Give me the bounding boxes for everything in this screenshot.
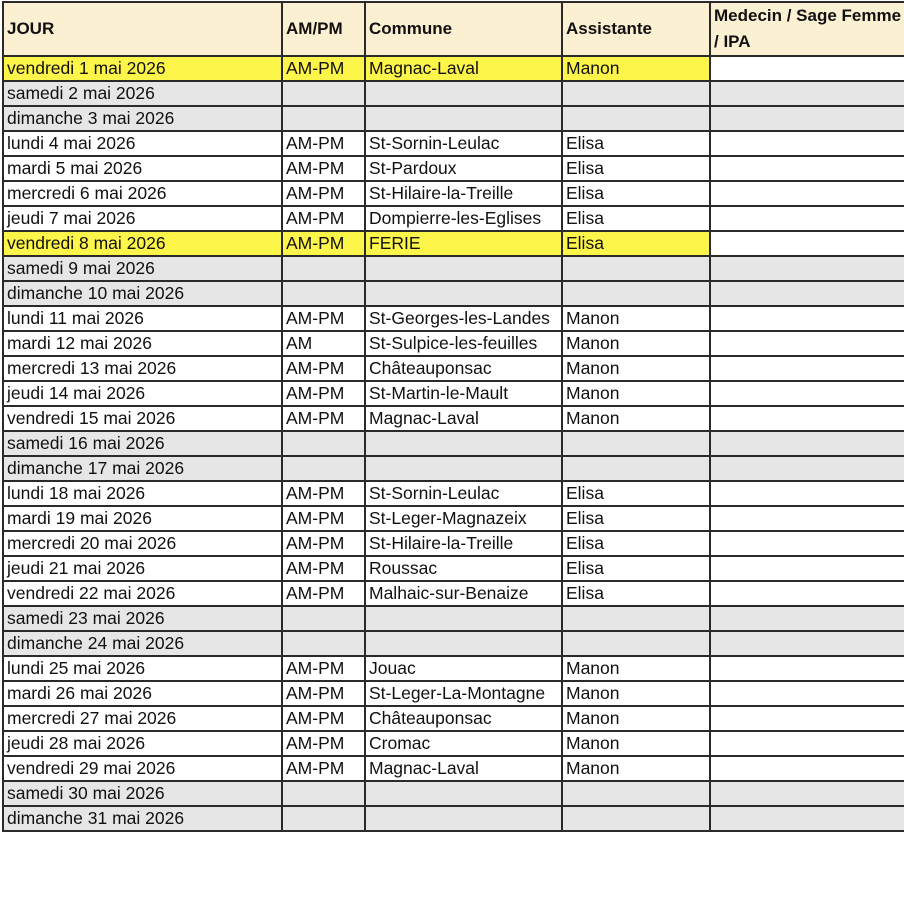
cell-medecin[interactable] [710, 606, 904, 631]
table-row [3, 131, 904, 156]
table-row [3, 356, 904, 381]
cell-jour[interactable]: vendredi 15 mai 2026 [3, 406, 282, 431]
cell-jour[interactable]: dimanche 17 mai 2026 [3, 456, 282, 481]
cell-ampm[interactable] [282, 806, 365, 831]
cell-ampm[interactable] [282, 81, 365, 106]
cell-jour[interactable]: lundi 25 mai 2026 [3, 656, 282, 681]
cell-ampm[interactable] [282, 431, 365, 456]
cell-ampm[interactable]: AM-PM [282, 481, 365, 506]
table-row [3, 56, 904, 81]
cell-commune[interactable]: Magnac-Laval [365, 756, 562, 781]
cell-ampm[interactable] [282, 281, 365, 306]
cell-jour[interactable]: dimanche 3 mai 2026 [3, 106, 282, 131]
cell-commune[interactable]: FERIE [365, 231, 562, 256]
cell-jour[interactable]: mercredi 13 mai 2026 [3, 356, 282, 381]
cell-jour[interactable]: vendredi 22 mai 2026 [3, 581, 282, 606]
table-row [3, 781, 904, 806]
table-row [3, 481, 904, 506]
cell-medecin[interactable] [710, 781, 904, 806]
cell-ampm[interactable]: AM-PM [282, 556, 365, 581]
cell-commune[interactable]: St-Martin-le-Mault [365, 381, 562, 406]
cell-assistante[interactable]: Manon [562, 306, 710, 331]
cell-ampm[interactable]: AM-PM [282, 206, 365, 231]
cell-assistante[interactable] [562, 281, 710, 306]
cell-medecin[interactable] [710, 81, 904, 106]
cell-jour[interactable]: mercredi 20 mai 2026 [3, 531, 282, 556]
header-medecin[interactable]: Medecin / Sage Femme / IPA [710, 2, 904, 56]
cell-commune[interactable]: Châteauponsac [365, 356, 562, 381]
cell-ampm[interactable]: AM-PM [282, 706, 365, 731]
cell-medecin[interactable] [710, 581, 904, 606]
table-row [3, 581, 904, 606]
cell-assistante[interactable] [562, 781, 710, 806]
cell-commune[interactable] [365, 256, 562, 281]
cell-commune[interactable]: St-Leger-La-Montagne [365, 681, 562, 706]
cell-ampm[interactable] [282, 256, 365, 281]
cell-medecin[interactable] [710, 106, 904, 131]
cell-jour[interactable]: mercredi 27 mai 2026 [3, 706, 282, 731]
cell-medecin[interactable] [710, 681, 904, 706]
cell-assistante[interactable] [562, 631, 710, 656]
cell-assistante[interactable]: Manon [562, 731, 710, 756]
cell-jour[interactable]: dimanche 24 mai 2026 [3, 631, 282, 656]
cell-commune[interactable]: St-Pardoux [365, 156, 562, 181]
cell-ampm[interactable]: AM-PM [282, 131, 365, 156]
table-row [3, 606, 904, 631]
cell-commune[interactable]: St-Sornin-Leulac [365, 131, 562, 156]
cell-ampm[interactable]: AM-PM [282, 656, 365, 681]
table-body [3, 56, 904, 831]
cell-medecin[interactable] [710, 181, 904, 206]
cell-assistante[interactable]: Elisa [562, 581, 710, 606]
cell-commune[interactable] [365, 281, 562, 306]
cell-medecin[interactable] [710, 56, 904, 81]
cell-commune[interactable]: Roussac [365, 556, 562, 581]
cell-jour[interactable]: mardi 26 mai 2026 [3, 681, 282, 706]
cell-assistante[interactable]: Elisa [562, 481, 710, 506]
cell-assistante[interactable]: Manon [562, 381, 710, 406]
cell-ampm[interactable]: AM-PM [282, 731, 365, 756]
cell-assistante[interactable]: Manon [562, 706, 710, 731]
table-row [3, 181, 904, 206]
cell-medecin[interactable] [710, 706, 904, 731]
cell-jour[interactable]: jeudi 7 mai 2026 [3, 206, 282, 231]
cell-jour[interactable]: samedi 23 mai 2026 [3, 606, 282, 631]
cell-assistante[interactable]: Manon [562, 331, 710, 356]
cell-medecin[interactable] [710, 531, 904, 556]
cell-jour[interactable]: vendredi 8 mai 2026 [3, 231, 282, 256]
cell-medecin[interactable] [710, 506, 904, 531]
header-commune[interactable]: Commune [365, 2, 562, 56]
cell-assistante[interactable]: Elisa [562, 181, 710, 206]
cell-medecin[interactable] [710, 756, 904, 781]
table-row [3, 256, 904, 281]
cell-commune[interactable]: St-Sulpice-les-feuilles [365, 331, 562, 356]
cell-ampm[interactable] [282, 631, 365, 656]
table-row [3, 281, 904, 306]
cell-commune[interactable] [365, 606, 562, 631]
header-jour[interactable]: JOUR [3, 2, 282, 56]
cell-jour[interactable]: lundi 4 mai 2026 [3, 131, 282, 156]
cell-medecin[interactable] [710, 481, 904, 506]
cell-medecin[interactable] [710, 656, 904, 681]
cell-jour[interactable]: samedi 16 mai 2026 [3, 431, 282, 456]
cell-jour[interactable]: jeudi 21 mai 2026 [3, 556, 282, 581]
table-row [3, 631, 904, 656]
table-row [3, 431, 904, 456]
cell-jour[interactable]: jeudi 14 mai 2026 [3, 381, 282, 406]
cell-ampm[interactable]: AM-PM [282, 56, 365, 81]
cell-ampm[interactable]: AM-PM [282, 231, 365, 256]
cell-ampm[interactable]: AM-PM [282, 756, 365, 781]
cell-ampm[interactable]: AM-PM [282, 581, 365, 606]
cell-assistante[interactable]: Elisa [562, 506, 710, 531]
cell-commune[interactable]: St-Leger-Magnazeix [365, 506, 562, 531]
cell-jour[interactable]: lundi 18 mai 2026 [3, 481, 282, 506]
cell-commune[interactable]: Jouac [365, 656, 562, 681]
cell-medecin[interactable] [710, 431, 904, 456]
cell-assistante[interactable]: Elisa [562, 206, 710, 231]
cell-ampm[interactable] [282, 456, 365, 481]
cell-ampm[interactable]: AM-PM [282, 406, 365, 431]
cell-jour[interactable]: vendredi 29 mai 2026 [3, 756, 282, 781]
cell-assistante[interactable]: Manon [562, 656, 710, 681]
table-row [3, 656, 904, 681]
cell-medecin[interactable] [710, 231, 904, 256]
table-row [3, 706, 904, 731]
cell-commune[interactable] [365, 806, 562, 831]
table-row [3, 81, 904, 106]
cell-medecin[interactable] [710, 731, 904, 756]
cell-medecin[interactable] [710, 131, 904, 156]
cell-assistante[interactable]: Manon [562, 756, 710, 781]
cell-commune[interactable] [365, 456, 562, 481]
cell-commune[interactable]: St-Georges-les-Landes [365, 306, 562, 331]
cell-jour[interactable]: vendredi 1 mai 2026 [3, 56, 282, 81]
table-row [3, 306, 904, 331]
cell-ampm[interactable]: AM [282, 331, 365, 356]
table-header [3, 2, 904, 56]
cell-ampm[interactable]: AM-PM [282, 306, 365, 331]
cell-assistante[interactable]: Manon [562, 356, 710, 381]
header-row [3, 2, 904, 56]
cell-medecin[interactable] [710, 331, 904, 356]
table-row [3, 456, 904, 481]
cell-assistante[interactable] [562, 431, 710, 456]
cell-assistante[interactable]: Elisa [562, 556, 710, 581]
cell-medecin[interactable] [710, 631, 904, 656]
cell-jour[interactable]: mardi 19 mai 2026 [3, 506, 282, 531]
table-row [3, 506, 904, 531]
cell-medecin[interactable] [710, 806, 904, 831]
cell-jour[interactable]: mercredi 6 mai 2026 [3, 181, 282, 206]
cell-medecin[interactable] [710, 156, 904, 181]
cell-ampm[interactable]: AM-PM [282, 356, 365, 381]
table-row [3, 206, 904, 231]
cell-commune[interactable]: Cromac [365, 731, 562, 756]
cell-jour[interactable]: lundi 11 mai 2026 [3, 306, 282, 331]
schedule-table [2, 1, 904, 832]
cell-medecin[interactable] [710, 281, 904, 306]
cell-ampm[interactable]: AM-PM [282, 381, 365, 406]
cell-medecin[interactable] [710, 356, 904, 381]
cell-commune[interactable]: Magnac-Laval [365, 406, 562, 431]
table-row [3, 331, 904, 356]
cell-assistante[interactable]: Elisa [562, 156, 710, 181]
table-row [3, 756, 904, 781]
cell-medecin[interactable] [710, 381, 904, 406]
cell-assistante[interactable] [562, 456, 710, 481]
cell-commune[interactable]: Châteauponsac [365, 706, 562, 731]
cell-ampm[interactable] [282, 106, 365, 131]
cell-assistante[interactable]: Manon [562, 406, 710, 431]
cell-assistante[interactable] [562, 81, 710, 106]
table-row [3, 156, 904, 181]
table-row [3, 381, 904, 406]
cell-commune[interactable]: St-Hilaire-la-Treille [365, 181, 562, 206]
cell-assistante[interactable]: Manon [562, 681, 710, 706]
cell-jour[interactable]: samedi 30 mai 2026 [3, 781, 282, 806]
cell-commune[interactable] [365, 81, 562, 106]
cell-commune[interactable] [365, 106, 562, 131]
cell-commune[interactable] [365, 781, 562, 806]
cell-medecin[interactable] [710, 406, 904, 431]
cell-ampm[interactable]: AM-PM [282, 181, 365, 206]
cell-assistante[interactable]: Manon [562, 56, 710, 81]
header-ampm[interactable]: AM/PM [282, 2, 365, 56]
cell-ampm[interactable]: AM-PM [282, 531, 365, 556]
cell-assistante[interactable] [562, 606, 710, 631]
table-row [3, 731, 904, 756]
cell-medecin[interactable] [710, 206, 904, 231]
table-row [3, 106, 904, 131]
cell-ampm[interactable] [282, 606, 365, 631]
cell-commune[interactable] [365, 431, 562, 456]
table-row [3, 406, 904, 431]
cell-ampm[interactable]: AM-PM [282, 506, 365, 531]
cell-commune[interactable]: St-Sornin-Leulac [365, 481, 562, 506]
cell-medecin[interactable] [710, 556, 904, 581]
cell-assistante[interactable]: Elisa [562, 131, 710, 156]
table-row [3, 231, 904, 256]
cell-commune[interactable] [365, 631, 562, 656]
cell-ampm[interactable]: AM-PM [282, 681, 365, 706]
table-row [3, 681, 904, 706]
cell-jour[interactable]: samedi 9 mai 2026 [3, 256, 282, 281]
table-row [3, 556, 904, 581]
header-assistante[interactable]: Assistante [562, 2, 710, 56]
cell-jour[interactable]: mardi 12 mai 2026 [3, 331, 282, 356]
cell-medecin[interactable] [710, 306, 904, 331]
table-row [3, 531, 904, 556]
cell-jour[interactable]: samedi 2 mai 2026 [3, 81, 282, 106]
cell-jour[interactable]: mardi 5 mai 2026 [3, 156, 282, 181]
cell-commune[interactable]: Malhaic-sur-Benaize [365, 581, 562, 606]
cell-assistante[interactable]: Elisa [562, 531, 710, 556]
cell-ampm[interactable] [282, 781, 365, 806]
cell-jour[interactable]: dimanche 10 mai 2026 [3, 281, 282, 306]
cell-medecin[interactable] [710, 456, 904, 481]
cell-jour[interactable]: jeudi 28 mai 2026 [3, 731, 282, 756]
cell-commune[interactable]: Magnac-Laval [365, 56, 562, 81]
cell-assistante[interactable] [562, 256, 710, 281]
cell-jour[interactable]: dimanche 31 mai 2026 [3, 806, 282, 831]
cell-commune[interactable]: Dompierre-les-Eglises [365, 206, 562, 231]
cell-ampm[interactable]: AM-PM [282, 156, 365, 181]
cell-assistante[interactable]: Elisa [562, 231, 710, 256]
cell-assistante[interactable] [562, 806, 710, 831]
cell-assistante[interactable] [562, 106, 710, 131]
cell-commune[interactable]: St-Hilaire-la-Treille [365, 531, 562, 556]
table-row [3, 806, 904, 831]
cell-medecin[interactable] [710, 256, 904, 281]
